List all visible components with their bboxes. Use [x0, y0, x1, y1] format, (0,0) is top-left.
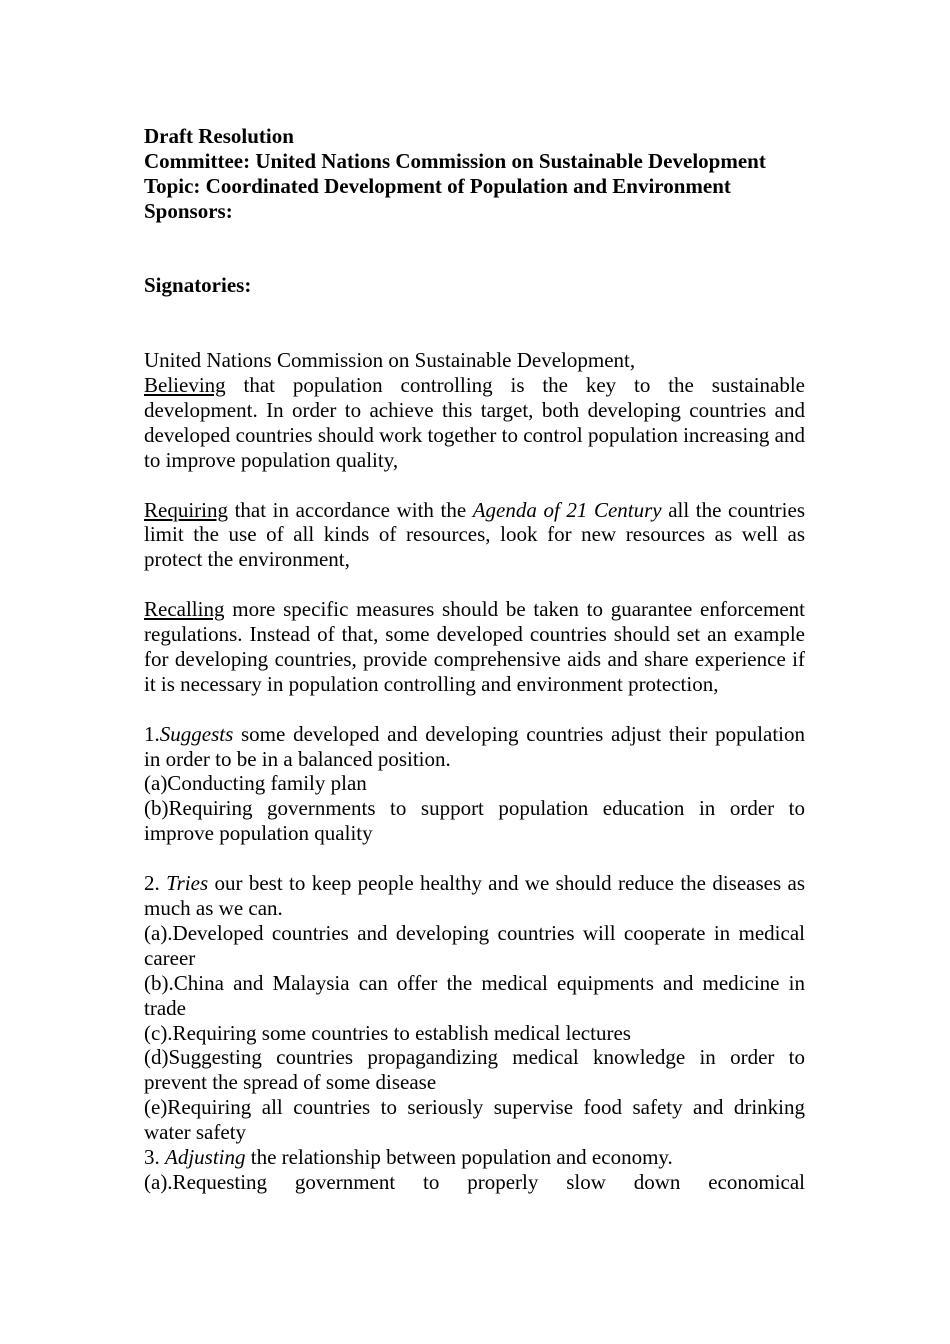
sub-clause: (b).China and Malaysia can offer the medical equipments and medicine in trade [144, 970, 805, 1020]
spacer [144, 572, 805, 597]
doc-title: Draft Resolution [144, 124, 294, 148]
sub-clause: (a)Conducting family plan [144, 771, 367, 796]
document-page [144, 124, 805, 1195]
sub-clause: (d)Suggesting countries propagandizing medical knowledge in order to prevent the spread of some disease [144, 1045, 805, 1095]
clause-keyword: Suggests [159, 721, 234, 746]
spacer [144, 846, 805, 871]
spacer [144, 224, 805, 274]
operative-clause-3 [144, 1145, 805, 1170]
clause-text: our best to keep people healthy and we should reduce the diseases as much as we can. [144, 871, 805, 920]
clause-keyword: Tries [166, 871, 209, 896]
preamble-clause-believing [144, 373, 805, 473]
operative-clause-1 [144, 722, 805, 772]
topic-line: Topic: Coordinated Development of Population and Environment [144, 173, 731, 198]
sub-clause: (a).Developed countries and developing countries will cooperate in medical career [144, 920, 805, 970]
sub-clause: (e)Requiring all countries to seriously supervise food safety and drinking water safety [144, 1095, 805, 1145]
clause-keyword: Adjusting [165, 1145, 246, 1170]
clause-keyword: Believing [144, 373, 226, 398]
clause-number: 1. [144, 721, 160, 746]
preamble-clause-recalling [144, 597, 805, 697]
signatories-label: Signatories: [144, 273, 252, 298]
sub-clause: (c).Requiring some countries to establish medical lectures [144, 1020, 631, 1045]
clause-number: 2. [144, 871, 167, 896]
opening-line: United Nations Commission on Sustainable Development, [144, 348, 636, 373]
committee-line: Committee: United Nations Commission on Sustainable Development [144, 148, 766, 173]
clause-text: more specific measures should be taken to guarantee enforcement regulations. Instead of that, some developed countries should set an example for developing countries, provide comprehensive aids and share experience if it is necessary in population controlling and environment protection, [144, 597, 805, 696]
sub-clause: (b)Requiring governments to support population education in order to improve population quality [144, 796, 805, 846]
clause-text: all the countries limit the use of all kinds of resources, look for new resources as well as protect the environment, [144, 497, 805, 572]
operative-clause-2 [144, 871, 805, 921]
clause-text: the relationship between population and economy. [245, 1145, 673, 1170]
spacer [144, 697, 805, 722]
clause-keyword: Requiring [144, 497, 228, 522]
clause-text: some developed and developing countries adjust their population in order to be in a balanced position. [144, 721, 805, 771]
sub-clause: (a).Requesting government to properly slow down economical [144, 1169, 805, 1194]
preamble-clause-requiring [144, 498, 805, 573]
sponsors-label: Sponsors: [144, 198, 233, 223]
clause-text: that population controlling is the key to the sustainable development. In order to achieve this target, both developing countries and developed countries should work together to control population increasing and to improve population quality, [144, 373, 805, 472]
spacer [144, 298, 805, 348]
spacer [144, 473, 805, 498]
clause-italic-reference: Agenda of 21 Century [472, 497, 662, 522]
clause-number: 3. [144, 1145, 165, 1170]
clause-text: that in accordance with the [228, 497, 473, 522]
clause-keyword: Recalling [144, 597, 225, 622]
